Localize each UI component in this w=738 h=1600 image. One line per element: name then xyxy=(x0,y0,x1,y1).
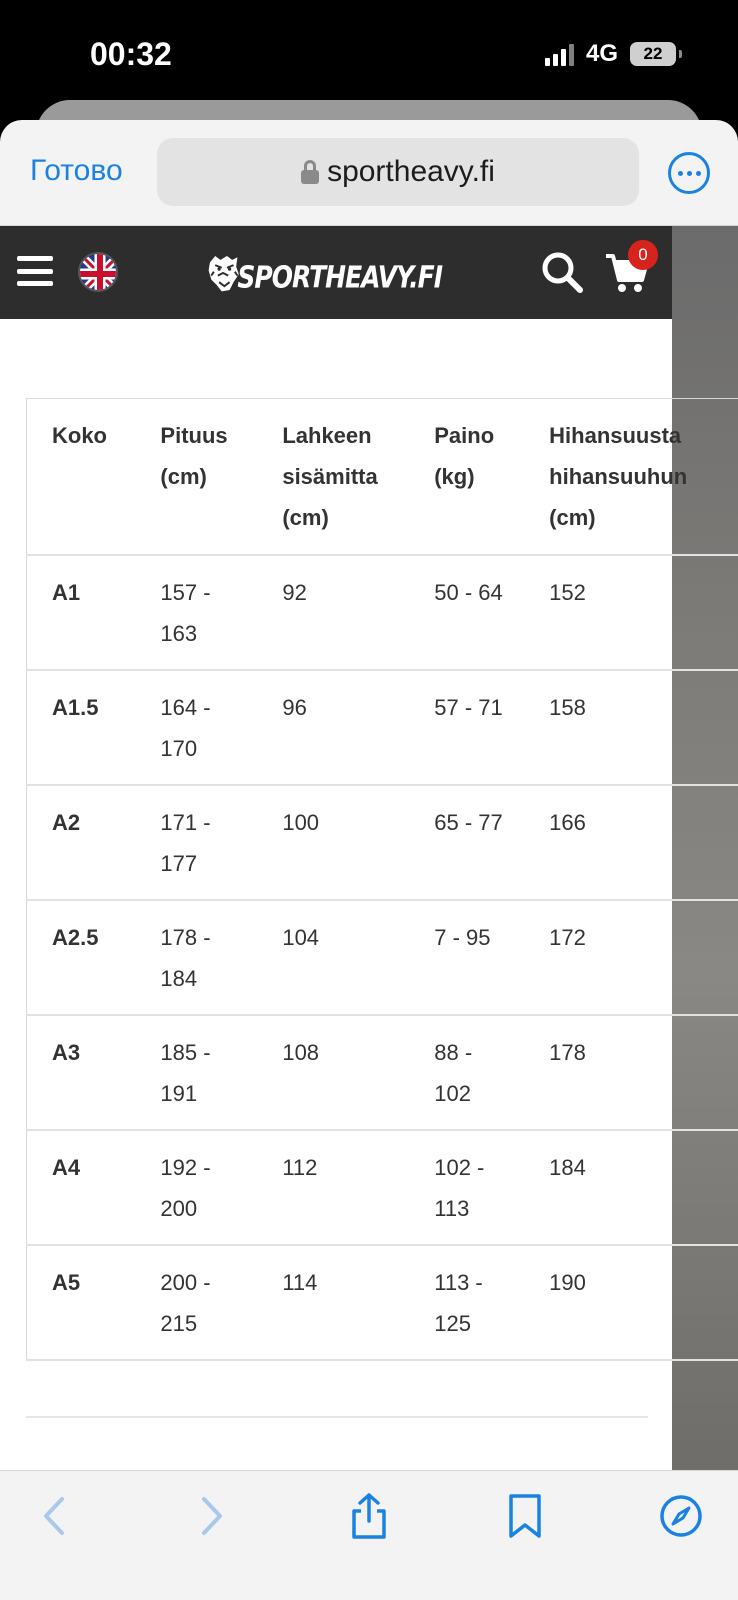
table-cell: 7 - 95 xyxy=(409,900,524,1015)
battery-level: 22 xyxy=(643,44,663,63)
size-cell: A4 xyxy=(27,1130,136,1245)
size-cell: A2.5 xyxy=(27,900,136,1015)
done-button[interactable]: Готово xyxy=(30,154,123,187)
table-cell: 171 - 177 xyxy=(135,785,257,900)
status-bar xyxy=(0,0,738,110)
table-cell: 158 xyxy=(524,670,738,785)
size-cell: A5 xyxy=(27,1245,136,1360)
size-cell: A3 xyxy=(27,1015,136,1130)
table-row xyxy=(27,1130,738,1245)
table-cell: 65 - 77 xyxy=(409,785,524,900)
size-cell: A1.5 xyxy=(27,670,136,785)
table-cell: 96 xyxy=(257,670,409,785)
browser-top-bar xyxy=(0,120,738,226)
back-icon[interactable] xyxy=(32,1491,82,1541)
table-cell: 112 xyxy=(257,1130,409,1245)
size-table xyxy=(26,398,738,1361)
size-cell: A1 xyxy=(27,555,136,670)
table-cell: 108 xyxy=(257,1015,409,1130)
table-cell: 102 - 113 xyxy=(409,1130,524,1245)
table-row xyxy=(27,670,738,785)
more-options-button[interactable] xyxy=(668,152,710,194)
compass-icon[interactable] xyxy=(656,1491,706,1541)
table-cell: 157 - 163 xyxy=(135,555,257,670)
table-row xyxy=(27,900,738,1015)
battery-icon xyxy=(630,42,676,66)
table-cell: 113 - 125 xyxy=(409,1245,524,1360)
site-header xyxy=(0,226,672,319)
table-cell: 164 - 170 xyxy=(135,670,257,785)
address-bar[interactable] xyxy=(157,138,639,206)
bookmarks-icon[interactable] xyxy=(500,1491,550,1541)
table-row xyxy=(27,785,738,900)
lock-icon xyxy=(301,160,319,184)
table-cell: 178 - 184 xyxy=(135,900,257,1015)
column-header: Koko xyxy=(27,399,136,555)
url-text: sportheavy.fi xyxy=(327,155,495,188)
cellular-signal-icon xyxy=(545,42,574,66)
table-cell: 166 xyxy=(524,785,738,900)
share-icon[interactable] xyxy=(344,1491,394,1541)
column-header: Lahkeen sisämitta (cm) xyxy=(257,399,409,555)
size-cell: A2 xyxy=(27,785,136,900)
table-cell: 57 - 71 xyxy=(409,670,524,785)
table-cell: 184 xyxy=(524,1130,738,1245)
content-divider xyxy=(26,1416,648,1418)
table-row xyxy=(27,1245,738,1360)
table-row xyxy=(27,1015,738,1130)
table-cell: 185 - 191 xyxy=(135,1015,257,1130)
table-cell: 100 xyxy=(257,785,409,900)
column-header: Hihansuusta hihansuuhun (cm) xyxy=(524,399,738,555)
table-header-row xyxy=(27,399,738,555)
table-row xyxy=(27,555,738,670)
forward-icon[interactable] xyxy=(186,1491,236,1541)
menu-icon[interactable] xyxy=(17,256,53,286)
table-cell: 200 - 215 xyxy=(135,1245,257,1360)
table-cell: 152 xyxy=(524,555,738,670)
browser-bottom-toolbar xyxy=(0,1470,738,1600)
table-cell: 114 xyxy=(257,1245,409,1360)
table-cell: 50 - 64 xyxy=(409,555,524,670)
web-page xyxy=(0,226,738,1470)
table-cell: 88 - 102 xyxy=(409,1015,524,1130)
table-cell: 190 xyxy=(524,1245,738,1360)
table-cell: 178 xyxy=(524,1015,738,1130)
status-time: 00:32 xyxy=(90,36,172,72)
cart-count-badge: 0 xyxy=(628,240,658,270)
table-cell: 192 - 200 xyxy=(135,1130,257,1245)
column-header: Pituus (cm) xyxy=(135,399,257,555)
table-cell: 172 xyxy=(524,900,738,1015)
tiger-logo-icon xyxy=(206,243,241,303)
search-icon[interactable] xyxy=(540,250,584,294)
status-indicators xyxy=(545,40,676,68)
site-logo[interactable] xyxy=(206,242,442,304)
column-header: Paino (kg) xyxy=(409,399,524,555)
table-cell: 92 xyxy=(257,555,409,670)
logo-text: SPORTHEAVY.FI xyxy=(237,259,442,295)
table-cell: 104 xyxy=(257,900,409,1015)
network-type: 4G xyxy=(585,40,618,67)
uk-flag-icon[interactable] xyxy=(78,252,118,292)
